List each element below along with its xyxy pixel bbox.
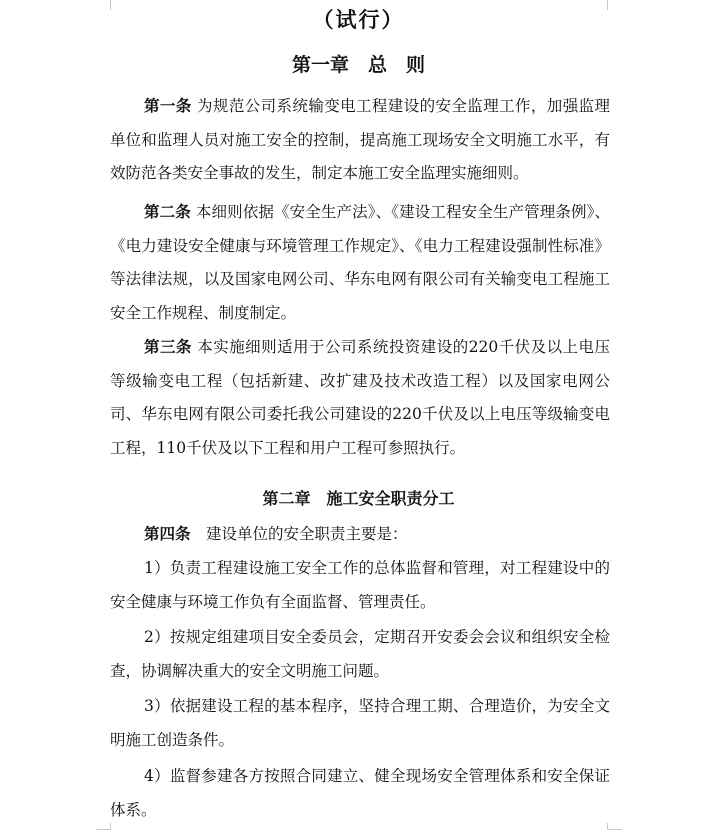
article-4-label: 第四条 — [144, 524, 191, 543]
article-1 — [110, 89, 610, 191]
page-corner-mark — [96, 823, 111, 830]
article-3-label: 第三条 — [144, 337, 192, 356]
article-1-label: 第一条 — [144, 96, 192, 115]
chapter-2-heading: 第二章 施工安全职责分工 — [262, 489, 455, 508]
article-3-text: 本实施细则适用于公司系统投资建设的220千伏及以上电压等级输变电工程（包括新建、改扩建及技术改造工程）以及国家电网公司、华东电网有限公司委托我公司建设的220千伏及以上电压等级输变电工程，110千伏及以下工程和用户工程可参照执行。 — [110, 338, 610, 457]
list-item: 2）按规定组建项目安全委员会，定期召开安委会会议和组织安全检查，协调解决重大的安全文明施工问题。 — [110, 628, 610, 680]
article-2-label: 第二条 — [144, 202, 191, 221]
chapter-1-heading: 第一章 总 则 — [291, 54, 425, 76]
document-trial-title: （试行） — [312, 7, 405, 32]
article-4-text: 建设单位的安全职责主要是： — [190, 525, 408, 543]
article-2-text: 本细则依据《安全生产法》、《建设工程安全生产管理条例》、《电力建设安全健康与环境管理工作规定》、《电力工程建设强制性标准》等法律法规，以及国家电网公司、华东电网有限公司有关输变电工程施工安全工作规程、制度制定。 — [110, 203, 610, 322]
article-2 — [110, 195, 610, 330]
article-3 — [110, 330, 610, 465]
article-4 — [110, 517, 610, 552]
list-item: 1）负责工程建设施工安全工作的总体监督和管理，对工程建设中的安全健康与环境工作负有全面监督、管理责任。 — [110, 559, 610, 611]
list-item: 3）依据建设工程的基本程序，坚持合理工期、合理造价，为安全文明施工创造条件。 — [110, 697, 610, 749]
article-1-text: 为规范公司系统输变电工程建设的安全监理工作，加强监理单位和监理人员对施工安全的控制，提高施工现场安全文明施工水平，有效防范各类安全事故的发生，制定本施工安全监理实施细则。 — [110, 97, 610, 182]
list-item: 4）监督参建各方按照合同建立、健全现场安全管理体系和安全保证体系。 — [110, 767, 610, 819]
